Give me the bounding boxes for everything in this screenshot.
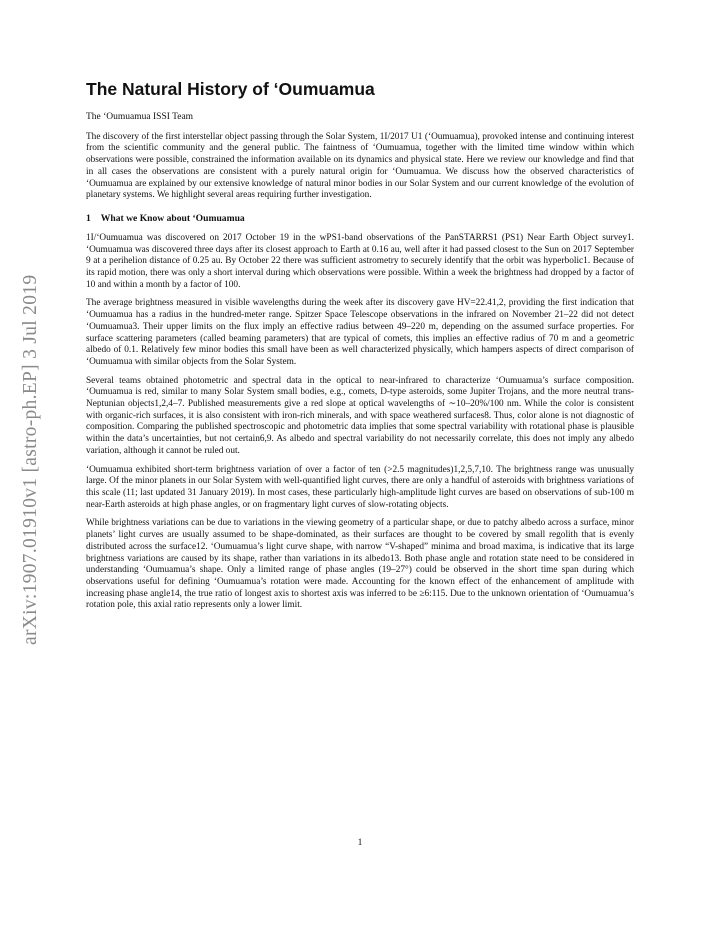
section-title: What we Know about ‘Oumuamua: [100, 212, 245, 224]
paper-author: The ‘Oumuamua ISSI Team: [86, 112, 194, 122]
section-heading: [86, 213, 634, 225]
paper-title: The Natural History of ‘Oumuamua: [86, 79, 375, 99]
paper-content: [86, 78, 634, 619]
page-number: 1: [357, 838, 363, 848]
arxiv-sidebar-stamp: arXiv:1907.01910v1 [astro-ph.EP] 3 Jul 2019: [20, 274, 41, 646]
paragraph-2: The average brightness measured in visible wavelengths during the week after its discovery gave HV=22.41,2, providing the first indication that ‘Oumuamua has a radius in the hundred-meter range. Spitzer Space Telescope observations in the infrared on November 21–22 did not detect ‘Oumuamua3. Their upper limits on the flux imply an effective radius between 49–220 m, depending on the assumed surface properties. For surface scattering parameters (called beaming parameters) that are typical of comets, this implies an effective radius of 70 m and a geometric albedo of 0.1. Relatively few minor bodies this small have been as well characterized physically, which hampers aspects of direct comparison of ‘Oumuamua with similar objects from the Solar System.: [86, 298, 634, 367]
paragraph-1: 1I/‘Oumuamua was discovered on 2017 October 19 in the wPS1-band observations of the PanSTARRS1 (PS1) Near Earth Object survey1. ‘Oumuamua was discovered three days after its closest approach to Earth at 0.16 au, well after it had passed closest to the Sun on 2017 September 9 at a perihelion distance of 0.25 au. By October 22 there was sufficient astrometry to securely identify that the orbit was hyperbolic1. Because of its rapid motion, there was only a short interval during which observations were possible. Within a week the brightness had dropped by a factor of 10 and within a month by a factor of 100.: [86, 232, 634, 290]
section-number: 1: [86, 212, 91, 224]
paragraph-4: ‘Oumuamua exhibited short-term brightness variation of over a factor of ten (>2.5 magnitudes)1,2,5,7,10. The brightness range was unusually large. Of the minor planets in our Solar System with well-quantified light curves, there are only a handful of asteroids with brightness variations of this scale (11; last updated 31 January 2019). In most cases, these particularly high-amplitude light curves are based on observations of sub-100 m near-Earth asteroids at high phase angles, or on fragmentary light curves of slow-rotating objects.: [86, 464, 634, 510]
paragraph-5: While brightness variations can be due to variations in the viewing geometry of a particular shape, or due to patchy albedo across a surface, minor planets’ light curves are usually assumed to be shape-dominated, as their surfaces are thought to be covered by small regolith that is evenly distributed across the surface12. ‘Oumuamua’s light curve shape, with narrow “V-shaped” minima and broad maxima, is indicative that its large brightness variations are caused by its shape, rather than variations in its albedo13. Both phase angle and rotation state need to be considered in understanding ‘Oumuamua’s shape. Only a limited range of phase angles (19–27°) could be observed in the short time span during which observations useful for defining ‘Oumuamua’s rotation were made. Accounting for the known effect of the enhancement of amplitude with increasing phase angle14, the true ratio of longest axis to shortest axis was inferred to be ≥6:115. Due to the unknown orientation of ‘Oumuamua’s rotation pole, this axial ratio represents only a lower limit.: [86, 518, 634, 611]
paragraph-3: Several teams obtained photometric and spectral data in the optical to near-infrared to characterize ‘Oumuamua’s surface composition. ‘Oumuamua is red, similar to many Solar System small bodies, e.g., comets, D-type asteroids, some Jupiter Trojans, and the more neutral trans-Neptunian objects1,2,4–7. Published measurements give a red slope at optical wavelengths of ∼10–20%/100 nm. While the color is consistent with organic-rich surfaces, it is also consistent with iron-rich minerals, and with space weathered surfaces8. Thus, color alone is not diagnostic of composition. Comparing the published spectroscopic and photometric data implies that some spectral variability with rotational phase is plausible within the data’s uncertainties, but not certain6,9. As albedo and spectral variability do not necessarily correlate, this does not imply any albedo variation, although it cannot be ruled out.: [86, 375, 634, 456]
abstract: The discovery of the first interstellar object passing through the Solar System, 1I/2017 U1 (‘Oumuamua), provoked intense and continuing interest from the scientific community and the general public. The faintness of ‘Oumuamua, together with the limited time window within which observations were possible, constrained the information available on its dynamics and physical state. Here we review our knowledge and find that in all cases the observations are consistent with a purely natural origin for ‘Oumuamua. We discuss how the observed characteristics of ‘Oumuamua are explained by our extensive knowledge of natural minor bodies in our Solar System and our current knowledge of the evolution of planetary systems. We highlight several areas requiring further investigation.: [86, 131, 634, 201]
